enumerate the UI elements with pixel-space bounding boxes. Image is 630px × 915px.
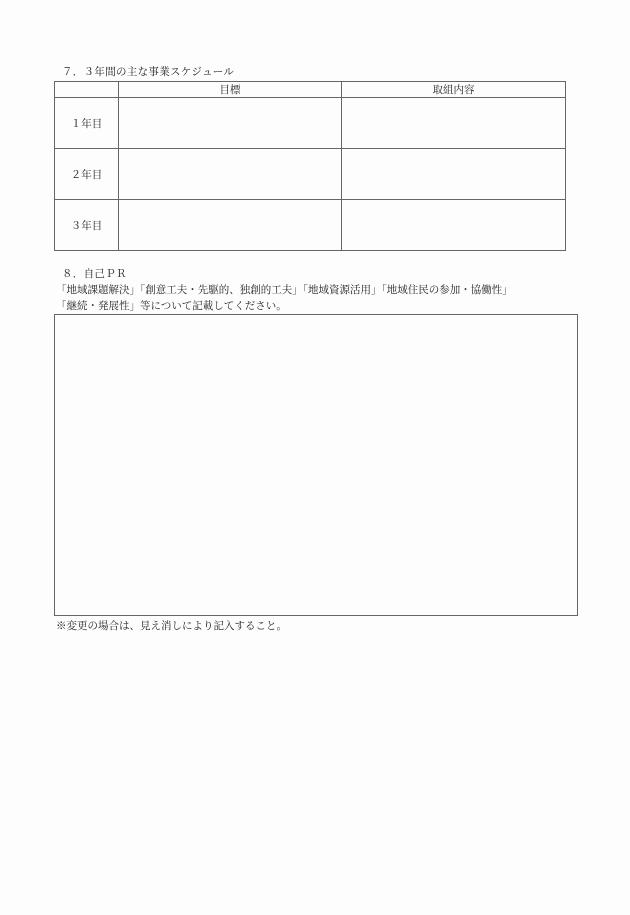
content-cell[interactable] [342,149,566,200]
table-row [55,98,566,149]
year-label: ３年目 [55,200,119,251]
content-cell[interactable] [342,98,566,149]
table-row [55,149,566,200]
goal-cell[interactable] [119,149,342,200]
self-pr-box[interactable] [54,314,578,616]
section-7-title: ７．３年間の主な事業スケジュール [62,66,235,78]
header-year [55,82,119,98]
content-cell[interactable] [342,200,566,251]
table-header-row [55,82,566,98]
instruction-line-1: 「地域課題解決」「創意工夫・先駆的、独創的工夫」「地域資源活用」「地域住民の参加・協働性」 [56,284,513,296]
section-8-title: ８．自己ＰＲ [62,268,127,280]
header-goal: 目標 [119,82,342,98]
year-label: １年目 [55,98,119,149]
year-label: ２年目 [55,149,119,200]
instruction-line-2: 「継続・発展性」等について記載してください。 [56,300,287,312]
footnote: ※変更の場合は、見え消しにより記入すること。 [56,620,287,632]
goal-cell[interactable] [119,200,342,251]
schedule-table [54,81,566,251]
header-content: 取組内容 [342,82,566,98]
goal-cell[interactable] [119,98,342,149]
table-row [55,200,566,251]
